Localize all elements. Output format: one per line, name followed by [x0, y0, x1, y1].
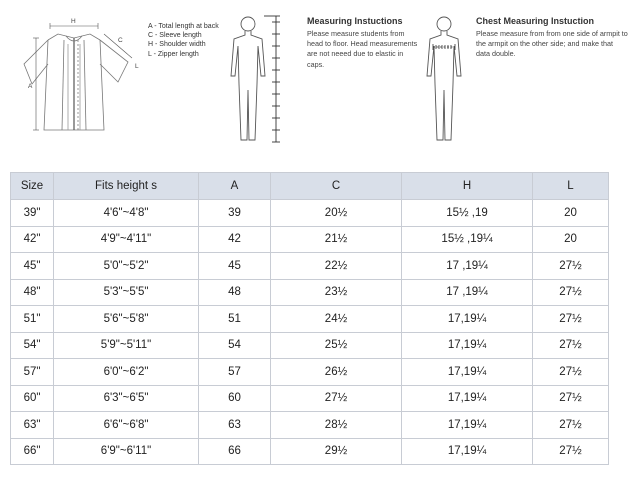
table-cell: 57: [199, 359, 271, 386]
column-header: Fits height s: [54, 173, 199, 200]
table-cell: 48: [199, 279, 271, 306]
table-cell: 20: [533, 200, 609, 227]
table-cell: 60: [199, 385, 271, 412]
table-cell: 42": [11, 226, 54, 253]
chest-text: Please measure from from one side of armpit to the armpit on the other side; and make that data double.: [476, 29, 628, 59]
table-row: [11, 412, 609, 439]
table-cell: 21½: [271, 226, 402, 253]
size-chart-table: [10, 172, 609, 465]
table-cell: 66: [199, 438, 271, 465]
legend-item: C - Sleeve length: [148, 32, 202, 40]
table-cell: 27½: [533, 412, 609, 439]
column-header: L: [533, 173, 609, 200]
table-cell: 54: [199, 332, 271, 359]
table-cell: 66": [11, 438, 54, 465]
table-row: [11, 438, 609, 465]
column-header: Size: [11, 173, 54, 200]
c-label: C: [118, 37, 123, 44]
table-cell: 20: [533, 226, 609, 253]
chest-figure: [420, 14, 480, 146]
legend-item: H - Shoulder width: [148, 41, 206, 49]
table-cell: 5'6"~5'8": [54, 306, 199, 333]
table-cell: 4'6"~4'8": [54, 200, 199, 227]
table-cell: 27½: [533, 438, 609, 465]
legend-item: A - Total length at back: [148, 23, 219, 30]
table-cell: 48": [11, 279, 54, 306]
table-cell: 15½ ,19¼: [402, 226, 533, 253]
table-cell: 17,19¼: [402, 359, 533, 386]
table-cell: 29½: [271, 438, 402, 465]
table-cell: 27½: [533, 253, 609, 280]
measuring-text: Please measure students from head to floor. Head measurements are not neeed due to elastic in caps.: [307, 29, 418, 69]
table-row: [11, 385, 609, 412]
table-cell: 5'0"~5'2": [54, 253, 199, 280]
measuring-instructions: [307, 16, 419, 70]
table-cell: 6'3"~6'5": [54, 385, 199, 412]
h-label: H: [71, 18, 76, 25]
table-cell: 42: [199, 226, 271, 253]
table-cell: 5'3"~5'5": [54, 279, 199, 306]
chest-title: Chest Measuring Instuction: [476, 16, 595, 26]
table-cell: 57": [11, 359, 54, 386]
table-cell: 17,19¼: [402, 412, 533, 439]
table-cell: 24½: [271, 306, 402, 333]
table-cell: 17 ,19¼: [402, 279, 533, 306]
table-cell: 26½: [271, 359, 402, 386]
illustration-strip: [0, 0, 635, 160]
l-label: L: [135, 63, 139, 70]
table-cell: 27½: [533, 279, 609, 306]
table-cell: 27½: [271, 385, 402, 412]
table-cell: 28½: [271, 412, 402, 439]
table-cell: 17,19¼: [402, 438, 533, 465]
table-cell: 6'6"~6'8": [54, 412, 199, 439]
table-cell: 6'9"~6'11": [54, 438, 199, 465]
table-cell: 51": [11, 306, 54, 333]
table-cell: 27½: [533, 385, 609, 412]
table-cell: 27½: [533, 306, 609, 333]
table-cell: 23½: [271, 279, 402, 306]
table-row: [11, 226, 609, 253]
table-cell: 4'9"~4'11": [54, 226, 199, 253]
gown-legend: [148, 22, 219, 59]
measuring-title: Measuring Instuctions: [307, 16, 403, 26]
column-header: C: [271, 173, 402, 200]
table-cell: 17,19¼: [402, 332, 533, 359]
column-header: H: [402, 173, 533, 200]
table-cell: 54": [11, 332, 54, 359]
table-cell: 17,19¼: [402, 306, 533, 333]
table-row: [11, 306, 609, 333]
table-cell: 63": [11, 412, 54, 439]
legend-item: L - Zipper length: [148, 50, 199, 58]
chest-instructions: [476, 16, 628, 60]
table-row: [11, 253, 609, 280]
table-row: [11, 200, 609, 227]
table-cell: 20½: [271, 200, 402, 227]
table-cell: 17,19¼: [402, 385, 533, 412]
table-row: [11, 279, 609, 306]
height-figure: [226, 14, 286, 146]
table-row: [11, 332, 609, 359]
gown-diagram: [14, 14, 144, 142]
table-row: [11, 359, 609, 386]
table-cell: 39: [199, 200, 271, 227]
table-cell: 45: [199, 253, 271, 280]
table-cell: 17 ,19¼: [402, 253, 533, 280]
table-cell: 27½: [533, 332, 609, 359]
table-cell: 60": [11, 385, 54, 412]
table-cell: 27½: [533, 359, 609, 386]
table-cell: 15½ ,19: [402, 200, 533, 227]
table-cell: 45": [11, 253, 54, 280]
table-cell: 39": [11, 200, 54, 227]
column-header: A: [199, 173, 271, 200]
table-cell: 22½: [271, 253, 402, 280]
table-cell: 51: [199, 306, 271, 333]
table-cell: 5'9"~5'11": [54, 332, 199, 359]
table-header-row: [11, 173, 609, 200]
table-cell: 25½: [271, 332, 402, 359]
table-cell: 6'0"~6'2": [54, 359, 199, 386]
a-label: A: [28, 83, 33, 90]
table-cell: 63: [199, 412, 271, 439]
